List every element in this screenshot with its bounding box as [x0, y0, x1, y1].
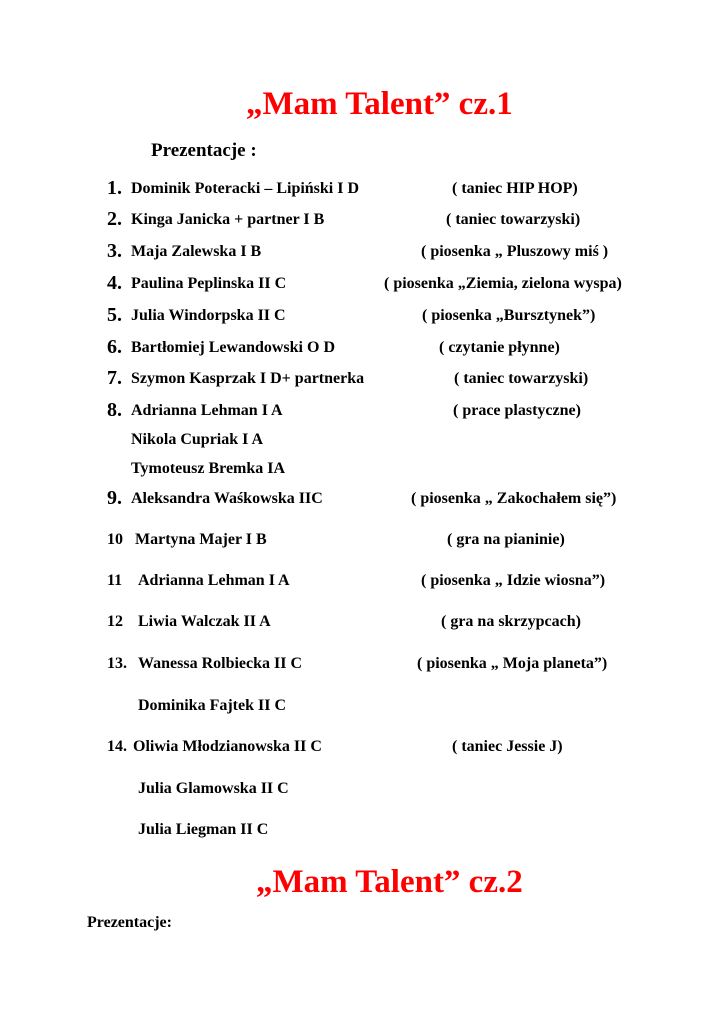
list-item: [0, 337, 724, 361]
entry-act: ( piosenka „ Moja planeta”): [417, 655, 608, 672]
list-item: [0, 488, 724, 512]
entry-name: Tymoteusz Bremka IA: [131, 460, 286, 477]
entry-act: ( piosenka „Ziemia, zielona wyspa): [384, 275, 622, 292]
entry-name: Martyna Majer I B: [135, 531, 267, 548]
entry-name: Julia Glamowska II C: [138, 780, 289, 797]
list-item: [0, 656, 724, 680]
entry-name: Adrianna Lehman I A: [138, 572, 290, 589]
entry-name: Wanessa Rolbiecka II C: [138, 655, 303, 672]
part1-title: „Mam Talent” cz.1: [246, 86, 513, 122]
entry-name: Julia Liegman II C: [138, 821, 269, 838]
entry-act: ( piosenka „ Pluszowy miś ): [421, 243, 609, 260]
entry-act: ( gra na pianinie): [447, 531, 565, 548]
entry-number: 14.: [107, 738, 127, 755]
part2-subtitle: Prezentacje:: [87, 914, 172, 931]
entry-number: 1.: [107, 177, 122, 199]
list-item: [0, 178, 724, 202]
entry-name: Paulina Peplinska II C: [131, 275, 287, 292]
entry-act: ( gra na skrzypcach): [441, 613, 581, 630]
entry-name: Dominik Poteracki – Lipiński I D: [131, 180, 360, 197]
list-item: [0, 739, 724, 763]
entry-number: 8.: [107, 399, 122, 421]
entry-name: Oliwia Młodzianowska II C: [133, 738, 322, 755]
entry-act: ( prace plastyczne): [453, 402, 581, 419]
entry-number: 7.: [107, 367, 122, 389]
entry-act: ( piosenka „Bursztynek”): [422, 307, 596, 324]
entry-name: Liwia Walczak II A: [138, 613, 271, 630]
list-item: [0, 368, 724, 392]
entry-name: Adrianna Lehman I A: [131, 402, 283, 419]
entry-number: 4.: [107, 272, 122, 294]
entry-name: Dominika Fajtek II C: [138, 697, 287, 714]
part2-title: „Mam Talent” cz.2: [256, 864, 523, 900]
entry-number: 6.: [107, 336, 122, 358]
list-item: [0, 273, 724, 297]
entry-act: ( taniec towarzyski): [454, 370, 589, 387]
list-item: [0, 458, 724, 482]
entry-name: Szymon Kasprzak I D+ partnerka: [131, 370, 365, 387]
entry-name: Maja Zalewska I B: [131, 243, 262, 260]
entry-name: Bartłomiej Lewandowski O D: [131, 339, 335, 356]
list-item: [0, 305, 724, 329]
list-item: [0, 698, 724, 722]
list-item: [0, 532, 724, 556]
entry-name: Nikola Cupriak I A: [131, 431, 264, 448]
entry-name: Julia Windorpska II C: [131, 307, 286, 324]
list-item: [0, 614, 724, 638]
entry-act: ( czytanie płynne): [439, 339, 560, 356]
list-item: [0, 573, 724, 597]
entry-number: 11: [107, 572, 123, 589]
entry-act: ( taniec HIP HOP): [452, 180, 578, 197]
list-item: [0, 241, 724, 265]
entry-name: Kinga Janicka + partner I B: [131, 211, 325, 228]
entry-number: 5.: [107, 304, 122, 326]
list-item: [0, 209, 724, 233]
entry-number: 3.: [107, 240, 122, 262]
list-item: [0, 781, 724, 805]
list-item: [0, 822, 724, 846]
entry-act: ( piosenka „ Idzie wiosna”): [421, 572, 606, 589]
entry-act: ( taniec Jessie J): [452, 738, 563, 755]
list-item: [0, 429, 724, 453]
list-item: [0, 400, 724, 424]
entry-number: 10: [107, 531, 123, 548]
entry-number: 12: [107, 613, 123, 630]
entry-number: 9.: [107, 487, 122, 509]
entry-act: ( piosenka „ Zakochałem się”): [411, 490, 617, 507]
part1-subtitle: Prezentacje :: [151, 140, 257, 161]
entry-name: Aleksandra Waśkowska IIC: [131, 490, 323, 507]
entry-number: 13.: [107, 655, 127, 672]
entry-act: ( taniec towarzyski): [446, 211, 581, 228]
entry-number: 2.: [107, 208, 122, 230]
